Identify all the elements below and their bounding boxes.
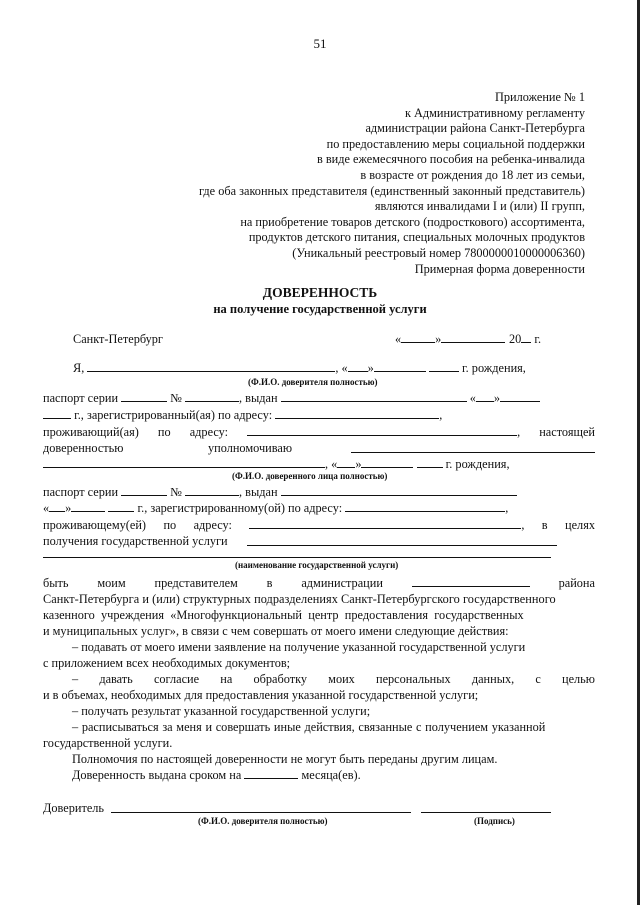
document-title: ДОВЕРЕННОСТЬ (262, 285, 378, 300)
page-number: 51 (313, 36, 327, 51)
service-name-field[interactable] (247, 545, 557, 546)
caption-principal-name: (Ф.И.О. доверителя полностью) (248, 377, 378, 387)
appendix-header (199, 90, 585, 277)
agent-issue-year-field[interactable] (108, 500, 134, 512)
paragraph-line: Санкт-Петербурга и (или) структурных подразделениях Санкт-Петербургского государственного (43, 592, 556, 606)
service-line: получения государственной услуги (43, 533, 595, 549)
principal-registration-address-field[interactable] (275, 407, 439, 419)
paragraph-line: казенного учреждения «Многофункциональный центр предоставления государственных (43, 608, 524, 622)
appendix-line: являются инвалидами I и (или) II групп, (374, 199, 585, 214)
document-subtitle: на получение государственной услуги (213, 302, 427, 316)
principal-passport-line: паспорт серии № , выдан « » (43, 390, 595, 406)
appendix-line: на приобретение товаров детского (подросткового) ассортимента, (240, 214, 585, 229)
appendix-line: Приложение № 1 (494, 90, 585, 104)
agent-name-field[interactable] (43, 456, 325, 468)
principal-birth-day-field[interactable] (348, 360, 368, 372)
principal-birth-month-field[interactable] (374, 360, 426, 372)
paragraph-line: быть моим представителем в администрации района (43, 576, 595, 590)
term-line: Доверенность выдана сроком на месяца(ев). (72, 768, 361, 782)
term-months-field[interactable] (244, 767, 298, 779)
agent-registration-line: « » г., зарегистрированному(ой) по адресу: , (43, 501, 509, 515)
appendix-line: администрации района Санкт-Петербурга (365, 121, 585, 136)
agent-birth-day-field[interactable] (337, 456, 355, 468)
principal-line: Я, , « » г. рождения, (73, 361, 526, 375)
powers-statement: Полномочия по настоящей доверенности не могут быть переданы другим лицам. (72, 752, 498, 766)
caption-signature: (Подпись) (474, 816, 515, 826)
list-item: – расписываться за меня и совершать иные действия, связанные с получением указанной (72, 720, 546, 734)
appendix-line: в виде ежемесячного пособия на ребенка-инвалида (316, 152, 585, 167)
principal-issue-month-field[interactable] (500, 390, 540, 402)
paragraph-line: и муниципальных услуг», в связи с чем совершать от моего имени следующие действия: (43, 624, 509, 638)
agent-passport-issuer-field[interactable] (281, 484, 517, 496)
agent-issue-month-field[interactable] (71, 500, 105, 512)
appendix-line: по предоставлению меры социальной поддержки (326, 136, 585, 151)
signature-field[interactable] (421, 812, 551, 813)
authorize-line: доверенностью уполномочиваю (43, 440, 595, 456)
appendix-line: продуктов детского питания, специальных молочных продуктов (248, 230, 585, 245)
agent-birth-year-field[interactable] (417, 456, 443, 468)
appendix-line: где оба законных представителя (единственный законный представитель) (198, 183, 585, 198)
agent-birth-month-field[interactable] (361, 456, 413, 468)
agent-passport-line: паспорт серии № , выдан (43, 484, 595, 500)
principal-residence-line: проживающий(ая) по адресу: , настоящей (43, 425, 595, 439)
list-item-continued: государственной услуги. (43, 736, 173, 750)
service-name-field-continued[interactable] (43, 557, 551, 558)
caption-agent-name: (Ф.И.О. доверенного лица полностью) (232, 471, 388, 481)
appendix-line: к Административному регламенту (404, 105, 585, 120)
principal-registration-line: г., зарегистрированный(ая) по адресу: , (43, 407, 595, 423)
date-field[interactable]: « » (395, 331, 505, 347)
principal-name-signature-field[interactable] (111, 812, 411, 813)
list-item: – получать результат указанной государственной услуги; (72, 704, 371, 718)
principal-issue-year-field[interactable] (43, 407, 71, 419)
principal-issue-day-field[interactable] (476, 390, 494, 402)
principal-passport-number-field[interactable] (185, 390, 239, 402)
appendix-line: Примерная форма доверенности (414, 261, 585, 276)
principal-birth-year-field[interactable] (429, 360, 459, 372)
agent-passport-series-field[interactable] (121, 484, 167, 496)
caption-principal-name-bottom: (Ф.И.О. доверителя полностью) (198, 816, 328, 826)
caption-service-name: (наименование государственной услуги) (235, 560, 399, 570)
agent-name-field-start[interactable] (351, 452, 595, 453)
principal-passport-series-field[interactable] (121, 390, 167, 402)
agent-line: , « » г. рождения, (43, 456, 595, 472)
year-field[interactable]: 20 г. (509, 332, 542, 346)
agent-residence-line: проживающему(ей) по адресу: , в целях (43, 518, 595, 532)
appendix-line: в возрасте от рождения до 18 лет из семьи, (360, 167, 585, 182)
list-item: – подавать от моего имени заявление на получение указанной государственной услуги (72, 640, 526, 654)
city-date-line (73, 331, 543, 347)
agent-registration-address-field[interactable] (345, 500, 505, 512)
principal-signature-line: Доверитель (43, 800, 595, 816)
agent-residence-address-field[interactable] (249, 517, 521, 529)
list-item-continued: и в объемах, необходимых для предоставления указанной государственной услуги; (43, 688, 479, 702)
principal-passport-issuer-field[interactable] (281, 390, 467, 402)
appendix-line: (Уникальный реестровый номер 7800000010000006360) (292, 245, 585, 260)
list-item: – давать согласие на обработку моих персональных данных, с целью (72, 672, 595, 686)
agent-issue-day-field[interactable] (49, 500, 65, 512)
principal-name-field[interactable] (87, 360, 335, 372)
agent-passport-number-field[interactable] (185, 484, 239, 496)
city-name: Санкт-Петербург (73, 332, 163, 346)
principal-residence-address-field[interactable] (247, 424, 517, 436)
district-field[interactable] (412, 575, 530, 587)
list-item-continued: с приложением всех необходимых документов; (43, 656, 291, 670)
